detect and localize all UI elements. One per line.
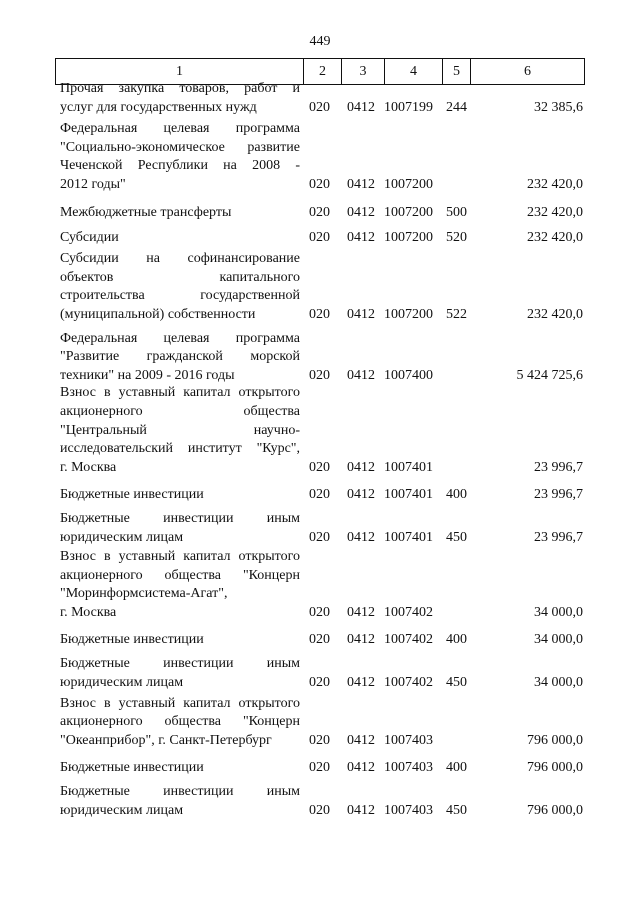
row-description-line: "Центральный научно- [60, 422, 300, 438]
row-section-code: 0412 [347, 803, 375, 819]
row-section-code: 0412 [347, 177, 375, 193]
row-ministry-code: 020 [309, 100, 330, 116]
page-number: 449 [309, 34, 331, 49]
row-section-code: 0412 [347, 487, 375, 503]
row-description-line: юридическим лицам [60, 803, 184, 819]
row-description-line: Бюджетные инвестиции [60, 487, 204, 503]
row-amount: 32 385,6 [534, 100, 583, 116]
row-section-code: 0412 [347, 632, 375, 648]
row-target-article-code: 1007200 [384, 177, 433, 193]
row-amount: 23 996,7 [534, 460, 583, 476]
row-description-line: 2012 годы" [60, 177, 126, 193]
row-target-article-code: 1007200 [384, 230, 433, 246]
row-ministry-code: 020 [309, 675, 330, 691]
row-target-article-code: 1007401 [384, 460, 433, 476]
row-amount: 232 420,0 [527, 177, 583, 193]
row-section-code: 0412 [347, 205, 375, 221]
column-header-5: 5 [453, 64, 460, 79]
row-ministry-code: 020 [309, 177, 330, 193]
row-target-article-code: 1007401 [384, 530, 433, 546]
row-description-line: объектов капитального [60, 269, 300, 285]
row-ministry-code: 020 [309, 205, 330, 221]
row-expense-type-code: 450 [446, 803, 467, 819]
row-description-line: юридическим лицам [60, 530, 184, 546]
row-description-line: "Социально-экономическое развитие [60, 139, 300, 155]
row-expense-type-code: 400 [446, 487, 467, 503]
row-section-code: 0412 [347, 460, 375, 476]
row-description-line: исследовательский институт "Курс", [60, 441, 300, 457]
row-description-line: "Моринформсистема-Агат", [60, 586, 228, 602]
row-expense-type-code: 450 [446, 530, 467, 546]
row-section-code: 0412 [347, 530, 375, 546]
row-target-article-code: 1007200 [384, 205, 433, 221]
row-amount: 5 424 725,6 [516, 368, 583, 384]
row-description-line: Взнос в уставный капитал открытого [60, 548, 300, 564]
row-target-article-code: 1007401 [384, 487, 433, 503]
row-expense-type-code: 520 [446, 230, 467, 246]
row-section-code: 0412 [347, 307, 375, 323]
row-description-line: Бюджетные инвестиции [60, 632, 204, 648]
row-target-article-code: 1007400 [384, 368, 433, 384]
row-expense-type-code: 400 [446, 632, 467, 648]
column-header-6: 6 [524, 64, 531, 79]
row-target-article-code: 1007200 [384, 307, 433, 323]
row-description-line: (муниципальной) собственности [60, 307, 256, 323]
column-header-4: 4 [410, 64, 417, 79]
row-amount: 34 000,0 [534, 605, 583, 621]
row-description-line: Бюджетные инвестиции иным [60, 511, 300, 527]
row-expense-type-code: 244 [446, 100, 467, 116]
row-description-line: Федеральная целевая программа [60, 330, 300, 346]
row-description-line: Прочая закупка товаров, работ и [60, 81, 300, 97]
row-target-article-code: 1007402 [384, 605, 433, 621]
row-ministry-code: 020 [309, 307, 330, 323]
row-description-line: акционерного общества "Концерн [60, 714, 300, 730]
row-amount: 232 420,0 [527, 307, 583, 323]
row-description-line: "Развитие гражданской морской [60, 349, 300, 365]
row-target-article-code: 1007402 [384, 675, 433, 691]
row-description-line: Субсидии на софинансирование [60, 250, 300, 266]
row-description-line: строительства государственной [60, 288, 300, 304]
row-amount: 23 996,7 [534, 487, 583, 503]
row-description-line: акционерного общества [60, 403, 300, 419]
row-amount: 796 000,0 [527, 760, 583, 776]
row-description-line: услуг для государственных нужд [60, 100, 257, 116]
row-description-line: акционерного общества "Концерн [60, 567, 300, 583]
row-description-line: "Океанприбор", г. Санкт-Петербург [60, 733, 272, 749]
row-target-article-code: 1007402 [384, 632, 433, 648]
row-section-code: 0412 [347, 733, 375, 749]
row-amount: 796 000,0 [527, 733, 583, 749]
row-description-line: юридическим лицам [60, 675, 184, 691]
row-amount: 34 000,0 [534, 632, 583, 648]
row-description [60, 783, 300, 821]
row-ministry-code: 020 [309, 605, 330, 621]
row-section-code: 0412 [347, 368, 375, 384]
row-amount: 232 420,0 [527, 205, 583, 221]
column-header-1: 1 [176, 64, 183, 79]
row-description-line: Чеченской Республики на 2008 - [60, 158, 300, 174]
row-description-line: г. Москва [60, 460, 117, 476]
row-description-line: Межбюджетные трансферты [60, 205, 232, 221]
row-description-line: Бюджетные инвестиции иным [60, 656, 300, 672]
row-amount: 232 420,0 [527, 230, 583, 246]
row-section-code: 0412 [347, 230, 375, 246]
row-expense-type-code: 450 [446, 675, 467, 691]
row-target-article-code: 1007403 [384, 760, 433, 776]
row-ministry-code: 020 [309, 460, 330, 476]
row-amount: 23 996,7 [534, 530, 583, 546]
row-section-code: 0412 [347, 760, 375, 776]
row-expense-type-code: 522 [446, 307, 467, 323]
row-ministry-code: 020 [309, 733, 330, 749]
row-ministry-code: 020 [309, 530, 330, 546]
row-target-article-code: 1007403 [384, 733, 433, 749]
row-amount: 796 000,0 [527, 803, 583, 819]
column-header-3: 3 [359, 64, 367, 79]
row-section-code: 0412 [347, 605, 375, 621]
row-ministry-code: 020 [309, 230, 330, 246]
row-description-line: Взнос в уставный капитал открытого [60, 385, 300, 401]
row-description-line: Бюджетные инвестиции иным [60, 784, 300, 800]
column-header-2: 2 [319, 64, 326, 79]
row-expense-type-code: 500 [446, 205, 467, 221]
row-ministry-code: 020 [309, 760, 330, 776]
row-description-line: Федеральная целевая программа [60, 120, 300, 136]
row-expense-type-code: 400 [446, 760, 467, 776]
row-target-article-code: 1007403 [384, 803, 433, 819]
row-target-article-code: 1007199 [384, 100, 433, 116]
row-amount: 34 000,0 [534, 675, 583, 691]
row-section-code: 0412 [347, 675, 375, 691]
row-ministry-code: 020 [309, 487, 330, 503]
row-section-code: 0412 [347, 100, 375, 116]
row-ministry-code: 020 [309, 803, 330, 819]
row-description-line: Бюджетные инвестиции [60, 760, 204, 776]
row-description-line: Взнос в уставный капитал открытого [60, 695, 300, 711]
row-description-line: Субсидии [60, 230, 119, 246]
row-ministry-code: 020 [309, 368, 330, 384]
row-ministry-code: 020 [309, 632, 330, 648]
row-description-line: г. Москва [60, 605, 117, 621]
row-description-line: техники" на 2009 - 2016 годы [60, 368, 235, 384]
